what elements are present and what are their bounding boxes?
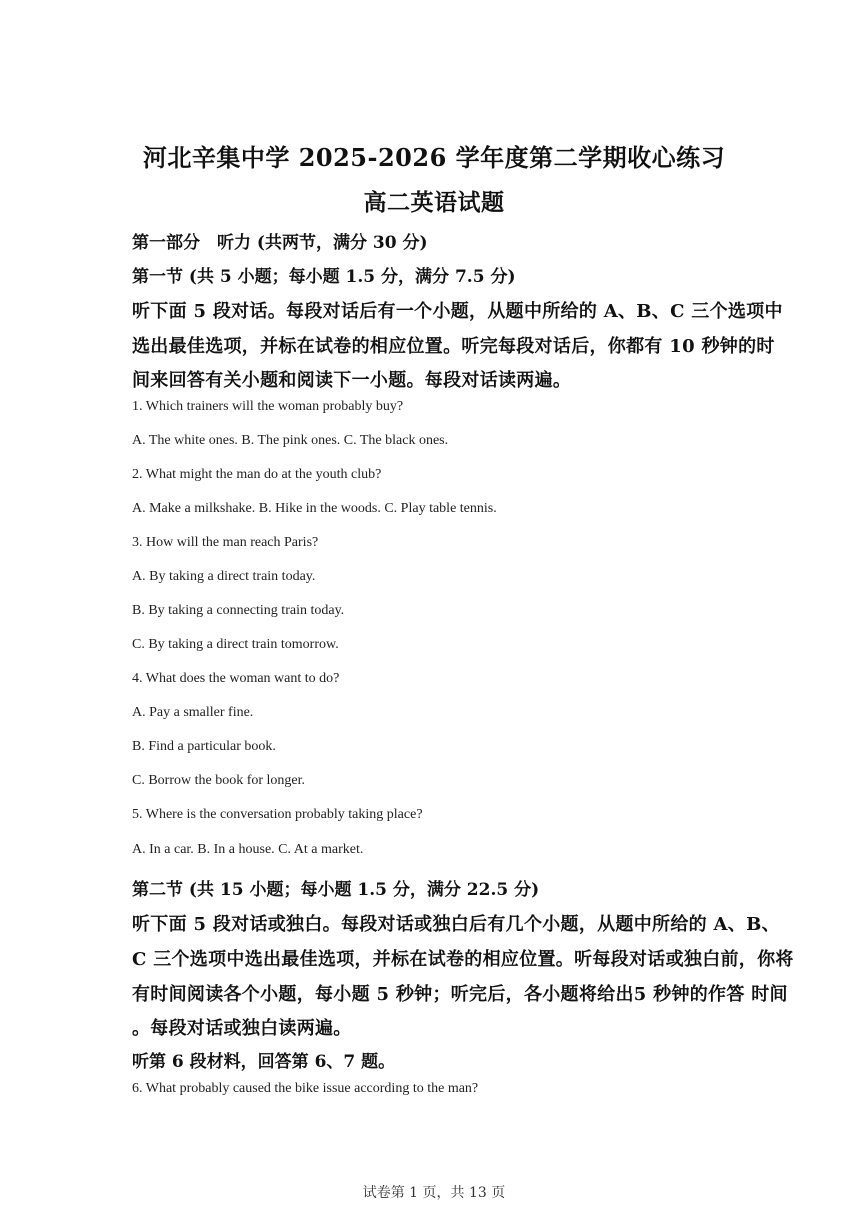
material-heading: 听第 6 段材料，回答第 6、7 题。 <box>132 1052 396 1072</box>
option-line: C. Borrow the book for longer. <box>132 773 306 788</box>
exam-subtitle: 高二英语试题 <box>363 189 505 216</box>
option-line: A. Pay a smaller fine. <box>132 705 254 720</box>
question-line: 3. How will the man reach Paris? <box>132 535 319 550</box>
instruction-line: 选出最佳选项，并标在试卷的相应位置。听完每段对话后，你都有 10 秒钟的时 <box>132 336 775 357</box>
instruction-line: 听下面 5 段对话。每段对话后有一个小题，从题中所给的 A、B、C 三个选项中 <box>132 301 783 322</box>
question-line: 6. What probably caused the bike issue according to the man? <box>132 1081 479 1096</box>
question-line: 4. What does the woman want to do? <box>132 671 340 686</box>
section-one-heading: 第一节 (共 5 小题；每小题 1.5 分，满分 7.5 分) <box>132 267 516 287</box>
page-footer: 试卷第 1 页，共 13 页 <box>362 1185 506 1201</box>
option-line: B. By taking a connecting train today. <box>132 603 345 618</box>
question-line: 2. What might the man do at the youth club? <box>132 467 382 482</box>
instruction-line: C 三个选项中选出最佳选项，并标在试卷的相应位置。听每段对话或独白前，你将 <box>132 949 794 970</box>
option-line: C. By taking a direct train tomorrow. <box>132 637 339 652</box>
option-line: A. In a car. B. In a house. C. At a market. <box>132 842 364 857</box>
option-line: A. The white ones. B. The pink ones. C. The black ones. <box>132 433 449 448</box>
part-one-heading: 第一部分 听力 (共两节，满分 30 分) <box>132 233 428 253</box>
instruction-line: 有时间阅读各个小题，每小题 5 秒钟；听完后，各小题将给出5 秒钟的作答 时间 <box>132 984 788 1005</box>
section-two-heading: 第二节 (共 15 小题；每小题 1.5 分，满分 22.5 分) <box>132 880 540 900</box>
exam-title: 河北辛集中学 2025-2026 学年度第二学期收心练习 <box>142 143 726 172</box>
instruction-line: 间来回答有关小题和阅读下一小题。每段对话读两遍。 <box>132 370 572 391</box>
instruction-line: 。每段对话或独白读两遍。 <box>132 1018 352 1039</box>
option-line: B. Find a particular book. <box>132 739 276 754</box>
option-line: A. Make a milkshake. B. Hike in the woods. C. Play table tennis. <box>132 501 497 516</box>
question-line: 1. Which trainers will the woman probably buy? <box>132 399 404 414</box>
instruction-line: 听下面 5 段对话或独白。每段对话或独白后有几个小题，从题中所给的 A、B、 <box>132 914 780 935</box>
option-line: A. By taking a direct train today. <box>132 569 316 584</box>
question-line: 5. Where is the conversation probably taking place? <box>132 807 423 822</box>
